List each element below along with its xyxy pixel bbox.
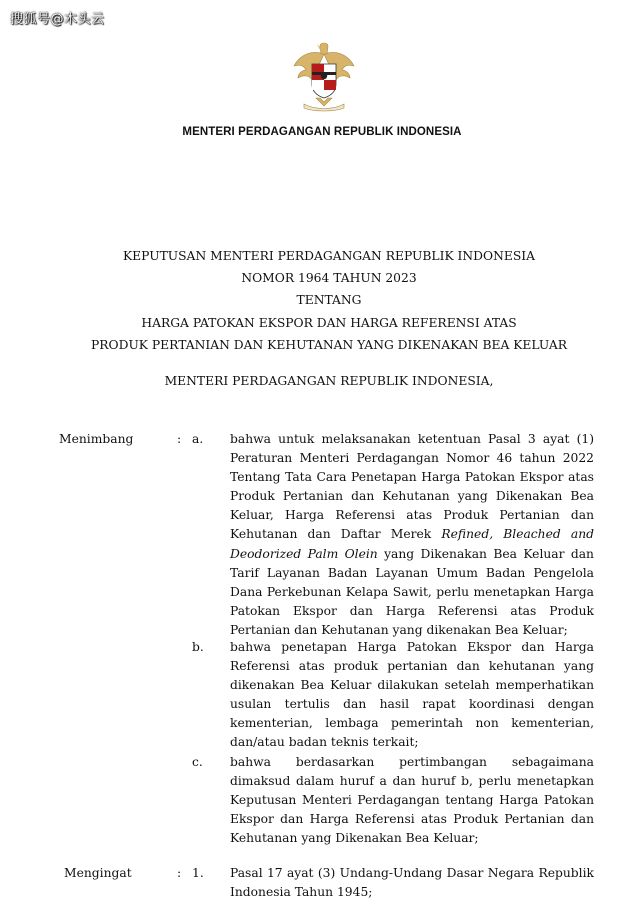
- mengingat-item-1: [230, 864, 594, 902]
- decree-number: NOMOR 1964 TAHUN 2023: [241, 271, 417, 285]
- mengingat-colon: :: [177, 866, 182, 880]
- text-segment: yang Dikenakan Bea Keluar dan: [384, 546, 594, 561]
- text-line: Pasal 17 ayat (3) Undang-Undang Dasar Negara Republik: [230, 866, 594, 880]
- italic-term: Refined, Bleached and: [441, 527, 594, 542]
- decree-subject: [0, 312, 644, 356]
- text-line: bahwa untuk melaksanakan ketentuan Pasal 3 ayat (1): [230, 432, 594, 446]
- text-line: Keputusan Menteri Perdagangan tentang Harga Patokan: [230, 793, 594, 808]
- text-line: usulan tertulis dan hasil rapat koordinasi dengan: [230, 697, 594, 712]
- text-line: Patokan Ekspor dan Harga Referensi atas Produk: [230, 603, 594, 618]
- text-line: dikenakan Bea Keluar dilakukan setelah memperhatikan: [230, 678, 594, 693]
- text-line: Indonesia Tahun 1945;: [230, 885, 373, 900]
- menimbang-item-c: [230, 753, 594, 848]
- garuda-emblem-icon: [290, 40, 358, 112]
- text-line: Dana Perkebunan Kelapa Sawit, perlu menetapkan Harga: [230, 584, 594, 599]
- text-line: Kehutanan yang Dikenakan Bea Keluar;: [230, 831, 479, 846]
- text-segment: Kehutanan dan Daftar Merek: [230, 527, 432, 542]
- item-marker: b.: [192, 640, 204, 654]
- item-marker: c.: [192, 755, 203, 769]
- text-line: kementerian, lembaga pemerintah non kementerian,: [230, 716, 594, 731]
- menimbang-item-a: [230, 430, 594, 640]
- item-marker: 1.: [192, 866, 204, 880]
- decree-subject-line-1: HARGA PATOKAN EKSPOR DAN HARGA REFERENSI ATAS: [141, 316, 517, 330]
- text-line: bahwa berdasarkan pertimbangan sebagaimana: [230, 755, 594, 769]
- text-line-mixed: [230, 525, 594, 544]
- text-line: Produk Pertanian dan Kehutanan yang Dikenakan Bea: [230, 489, 594, 504]
- decree-tentang: TENTANG: [296, 293, 362, 307]
- menimbang-item-b: [230, 638, 594, 753]
- item-marker: a.: [192, 432, 204, 446]
- text-line: Tentang Tata Cara Penetapan Harga Patokan Ekspor atas: [230, 470, 594, 485]
- text-line: Ekspor dan Harga Referensi atas Produk Pertanian dan: [230, 812, 594, 827]
- italic-term: Deodorized Palm Olein: [230, 546, 378, 561]
- text-line: Tarif Layanan Badan Layanan Umum Badan Pengelola: [230, 565, 594, 580]
- mengingat-label: Mengingat: [64, 866, 132, 880]
- text-line: Referensi atas produk pertanian dan kehutanan yang: [230, 659, 594, 674]
- text-line: Keluar, Harga Referensi atas Produk Pertanian dan: [230, 508, 594, 523]
- text-line: Peraturan Menteri Perdagangan Nomor 46 tahun 2022: [230, 451, 594, 466]
- letterhead-title: MENTERI PERDAGANGAN REPUBLIK INDONESIA: [182, 126, 462, 138]
- text-line: Pertanian dan Kehutanan yang dikenakan Bea Keluar;: [230, 622, 568, 637]
- text-line: dimaksud dalam huruf a dan huruf b, perlu menetapkan: [230, 774, 594, 789]
- text-line-mixed: [230, 545, 594, 564]
- decree-title-line: KEPUTUSAN MENTERI PERDAGANGAN REPUBLIK INDONESIA: [122, 249, 535, 263]
- decree-heading: [0, 245, 644, 311]
- text-line: bahwa penetapan Harga Patokan Ekspor dan Harga: [230, 640, 594, 654]
- watermark: 搜狐号@木头云: [10, 12, 105, 27]
- minister-line: [0, 370, 644, 392]
- menimbang-colon: :: [177, 432, 182, 446]
- minister-title: MENTERI PERDAGANGAN REPUBLIK INDONESIA,: [164, 374, 494, 388]
- decree-subject-line-2: PRODUK PERTANIAN DAN KEHUTANAN YANG DIKENAKAN BEA KELUAR: [90, 338, 568, 352]
- text-line: dan/atau badan teknis terkait;: [230, 735, 419, 750]
- menimbang-label: Menimbang: [59, 432, 134, 446]
